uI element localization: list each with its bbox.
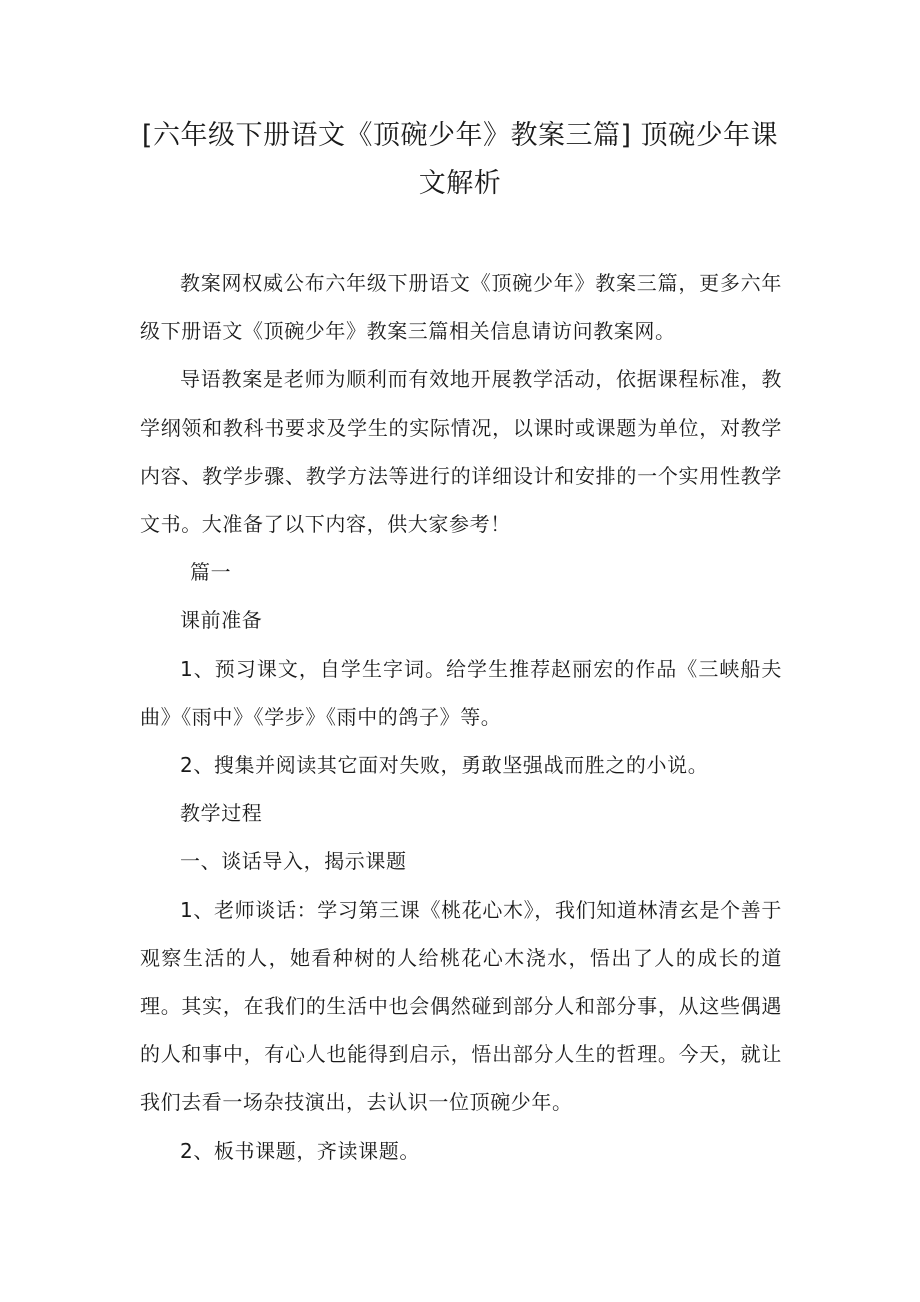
document-title: [六年级下册语文《顶碗少年》教案三篇] 顶碗少年课文解析 — [141, 120, 779, 199]
paragraph-teacher-talk: 1、老师谈话：学习第三课《桃花心木》，我们知道林清玄是个善于观察生活的人，她看种树的人给桃花心木浇水，悟出了人的成长的道理。其实，在我们的生活中也会偶然碰到部分人和部分事，从这些偶遇的人和事中，有心人也能得到启示，悟出部分人生的哲理。今天，就让我们去看一场杂技演出，去认识一位顶碗少年。 — [140, 897, 782, 1115]
section-heading-part-one: 篇一 — [190, 560, 232, 585]
paragraph-prep-1: 1、预习课文，自学生字词。给学生推荐赵丽宏的作品《三峡船夫曲》《雨中》《学步》《雨中的鸽子》等。 — [140, 656, 782, 729]
section-heading-intro-talk: 一、谈话导入，揭示课题 — [180, 849, 407, 874]
paragraph-intro: 教案网权威公布六年级下册语文《顶碗少年》教案三篇，更多六年级下册语文《顶碗少年》教案三篇相关信息请访问教案网。 — [140, 271, 782, 344]
paragraph-guide: 导语教案是老师为顺利而有效地开展教学活动，依据课程标准，教学纲领和教科书要求及学生的实际情况，以课时或课题为单位，对教学内容、教学步骤、教学方法等进行的详细设计和安排的一个实用性教学文书。大准备了以下内容，供大家参考！ — [140, 367, 782, 537]
paragraph-prep-2: 2、搜集并阅读其它面对失败，勇敢坚强战而胜之的小说。 — [180, 753, 709, 778]
section-heading-process: 教学过程 — [180, 801, 263, 826]
document-body — [140, 259, 782, 1175]
paragraph-board-title: 2、板书课题，齐读课题。 — [180, 1138, 420, 1163]
section-heading-preparation: 课前准备 — [180, 608, 263, 633]
